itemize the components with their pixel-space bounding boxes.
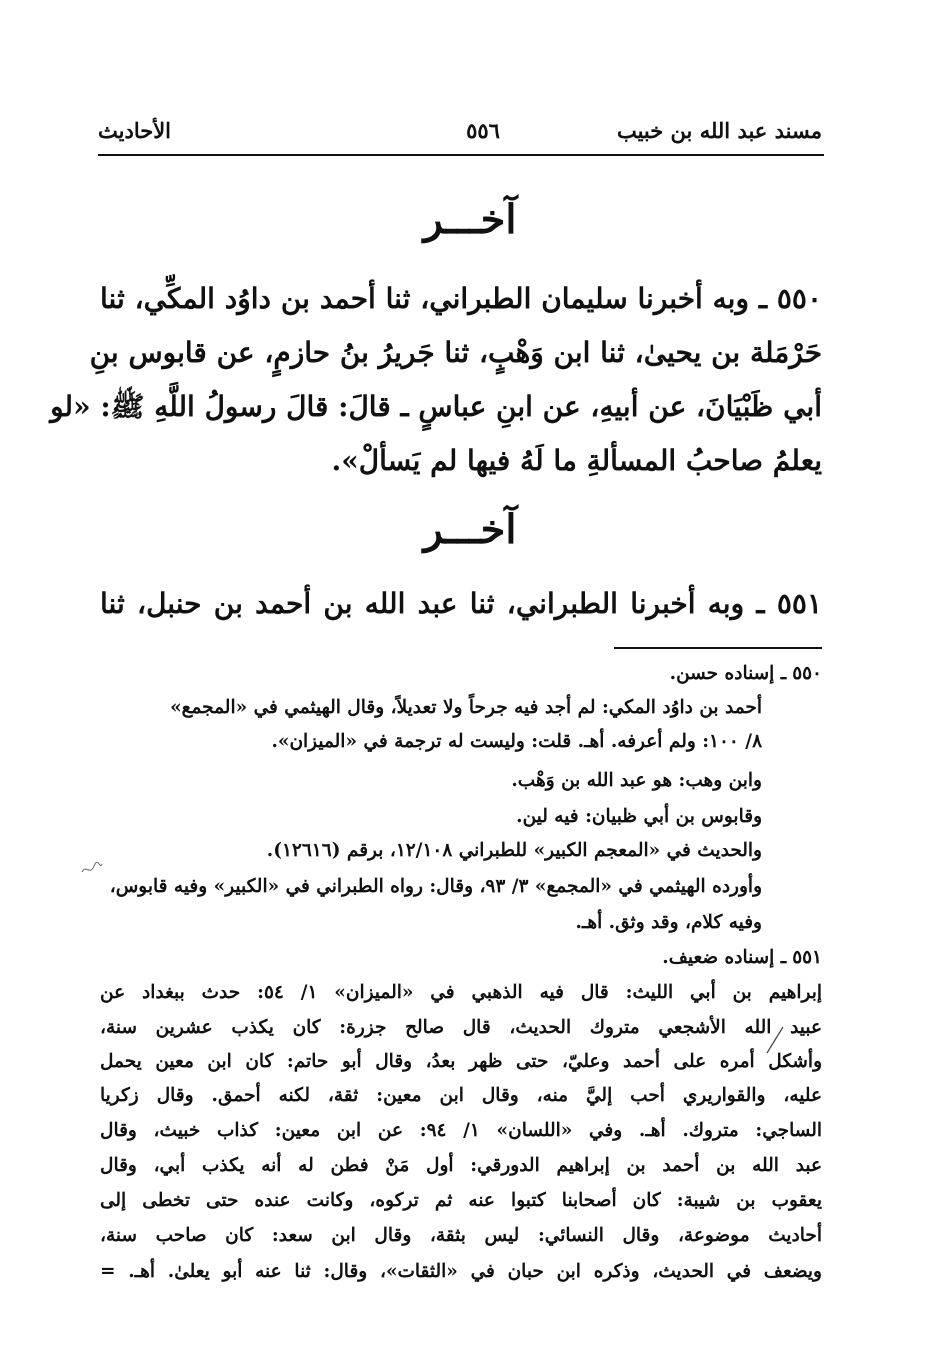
page-number: ٥٥٦ xyxy=(466,118,500,143)
footnote-number: ٥٥٠ xyxy=(792,663,822,684)
footnote-550-line: وقابوس بن أبي ظبيان: فيه لين. xyxy=(516,806,762,827)
section-heading: آخـــر xyxy=(423,506,517,553)
hadith-550-line: حَرْمَلة بن يحيىٰ، ثنا ابن وَهْبٍ، ثنا جَريرُ بنُ حازمٍ، عن قابوس بنِ xyxy=(89,336,822,369)
book-title: مسند عبد الله بن خبيب xyxy=(616,118,822,143)
footnote-551-line: يعقوب بن شيبة: كان أصحابنا كتبوا عنه ثم تركوه، وكانت عنده حتى تخطى إلى xyxy=(100,1190,822,1211)
footnote-551-line: عليه، والقواريري أحب إليَّ منه، وقال ابن معين: ثقة، لكنه أحمق. وقال زكريا xyxy=(100,1085,822,1106)
footnote-551-line: عبيد الله الأشجعي متروك الحديث، قال صالح جزرة: كان يكذب عشرين سنة، xyxy=(100,1017,822,1038)
footnote-heading: ـ إسناده ضعيف. xyxy=(662,947,787,968)
footnote-551-line: الساجي: متروك. أهـ. وفي «اللسان» ١/ ٩٤: عن ابن معين: كذاب خبيث، وقال xyxy=(100,1120,822,1141)
hadith-550-line: يعلمُ صاحبُ المسألةِ ما لَهُ فيها لم يَسألْ». xyxy=(331,444,822,477)
footnote-heading: ـ إسناده حسن. xyxy=(669,663,787,684)
footnote-551-line: إبراهيم بن أبي الليث: قال فيه الذهبي في «الميزان» ١/ ٥٤: حدث ببغداد عن xyxy=(100,982,823,1003)
header-rule xyxy=(98,154,824,156)
running-header xyxy=(98,118,822,154)
footnote-551-line: أحاديث موضوعة، وقال النسائي: ليس بثقة، وقال ابن سعد: كان صاحب سنة، xyxy=(100,1225,822,1246)
footnote-number: ٥٥١ xyxy=(792,947,822,968)
hadith-550-line: أبي ظَبْيَانَ، عن أبيهِ، عن ابنِ عباسٍ ـ قالَ: قالَ رسولُ اللَّهِ ﷺ: «لو xyxy=(50,390,822,423)
footnote-550-line: والحديث في «المعجم الكبير» للطبراني ١٢/١٠٨، برقم (١٢٦١٦). xyxy=(266,840,762,861)
footnote-550-line: وابن وهب: هو عبد الله بن وَهْب. xyxy=(511,770,762,791)
footnote-550-heading xyxy=(100,658,822,690)
margin-scribble-mark xyxy=(80,860,104,878)
section-heading: آخـــر xyxy=(423,196,517,243)
footnote-551-line: ويضعف في الحديث، وذكره ابن حبان في «الثقات»، وقال: ثنا عنه أبو يعلىٰ. أهـ. = xyxy=(100,1261,822,1282)
footnote-550-line: وفيه كلام، وقد وثق. أهـ. xyxy=(575,912,762,933)
footnote-550-line: وأورده الهيثمي في «المجمع» ٣/ ٩٣، وقال: رواه الطبراني في «الكبير» وفيه قابوس، xyxy=(109,876,762,897)
footnote-550-line: أحمد بن داوُد المكي: لم أجد فيه جرحاً ولا تعديلاً، وقال الهيثمي في «المجمع» xyxy=(170,697,762,718)
hadith-551-line: ٥٥١ ـ وبه أخبرنا الطبراني، ثنا عبد الله بن أحمد بن حنبل، ثنا xyxy=(100,587,822,620)
footnote-551-heading xyxy=(100,942,822,974)
footnote-551-line: عبد الله بن أحمد بن إبراهيم الدورقي: أول مَنْ فطن له أنه يكذب أبي، وقال xyxy=(100,1155,822,1176)
chapter-title: الأحاديث xyxy=(98,118,172,143)
margin-pen-mark xyxy=(765,1025,785,1055)
footnote-550-line: ٨/ ١٠٠: ولم أعرفه. أهـ. قلت: وليست له ترجمة في «الميزان». xyxy=(271,731,762,752)
footnote-551-line: وأشكل أمره على أحمد وعليّ، حتى ظهر بعدُ، وقال أبو حاتم: كان ابن معين يحمل xyxy=(100,1051,822,1072)
hadith-550-line: ٥٥٠ ـ وبه أخبرنا سليمان الطبراني، ثنا أحمد بن داوُد المكِّي، ثنا xyxy=(100,282,822,315)
footnote-rule xyxy=(614,647,822,649)
